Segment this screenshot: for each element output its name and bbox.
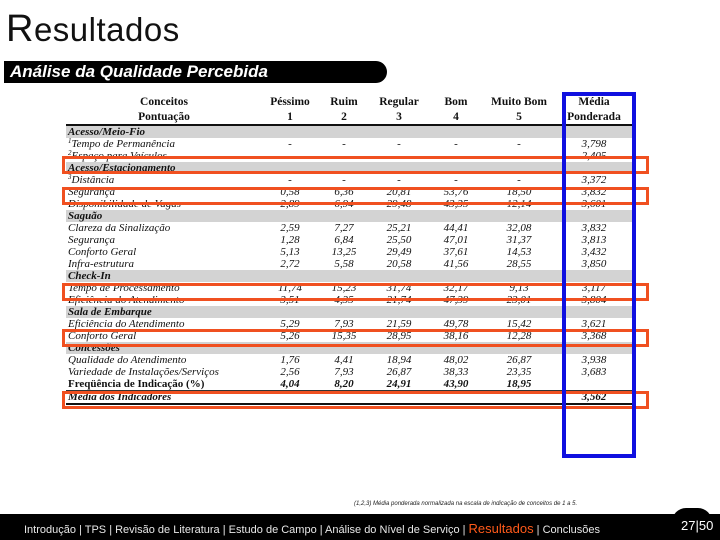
media-ponderada-highlight xyxy=(562,92,636,458)
cell-value: 49,78 xyxy=(443,318,469,330)
cell-value: 53,76 xyxy=(443,186,469,198)
cell-value: 23,35 xyxy=(506,366,532,378)
row-label-text: Média dos Indicadores xyxy=(68,391,172,403)
cell-value: - xyxy=(397,150,401,162)
cell-value: 18,95 xyxy=(506,378,532,390)
section-row xyxy=(66,306,634,318)
cell-value: 44,41 xyxy=(443,222,469,234)
cell-value: 41,56 xyxy=(443,258,469,270)
cell-value: 24,91 xyxy=(386,378,412,390)
row-label-text: Distância xyxy=(71,174,115,186)
col-header: Ruim xyxy=(330,95,358,108)
col-header: 1 xyxy=(262,109,318,125)
cell-value: 25,50 xyxy=(386,234,412,246)
cell-value: 6,36 xyxy=(334,186,354,198)
row-label-text: Eficiência do Atendimento xyxy=(68,294,185,306)
cell-value: 5,13 xyxy=(280,246,300,258)
cell-value: - xyxy=(288,138,292,150)
cell-value: 3,372 xyxy=(581,174,607,186)
row-label-text: Acesso/Meio-Fio xyxy=(68,126,145,138)
cell-value: 2,72 xyxy=(280,258,300,270)
cell-value: 18,94 xyxy=(386,354,412,366)
cell-value: - xyxy=(288,150,292,162)
table-row xyxy=(66,246,634,258)
cell-value: 18,50 xyxy=(506,186,532,198)
row-label xyxy=(66,174,262,186)
cell-value: - xyxy=(397,138,401,150)
cell-value: 32,08 xyxy=(506,222,532,234)
cell-value: 15,42 xyxy=(506,318,532,330)
row-label xyxy=(66,246,262,258)
row-label xyxy=(66,366,262,378)
row-label-text: Freqüência de Indicação (%) xyxy=(68,378,205,390)
cell-value: 0,58 xyxy=(280,186,300,198)
cell-value: 3,368 xyxy=(581,330,607,342)
cell-value: 31,37 xyxy=(506,234,532,246)
cell-value: 23,01 xyxy=(506,294,532,306)
cell-value: 3,601 xyxy=(581,198,607,210)
cell-value: 43,35 xyxy=(443,198,469,210)
cell-value: 31,74 xyxy=(386,282,412,294)
cell-value: - xyxy=(454,174,458,186)
cell-value: 8,20 xyxy=(334,378,354,390)
cell-value: 3,117 xyxy=(582,282,606,294)
cell-value: 2,56 xyxy=(280,366,300,378)
cell-value: 47,01 xyxy=(443,234,469,246)
row-label-text: Clareza da Sinalização xyxy=(68,222,171,234)
col-header: 3 xyxy=(370,109,428,125)
table-row xyxy=(66,366,634,378)
row-label-text: Qualidade do Atendimento xyxy=(68,354,187,366)
cell-value: 6,94 xyxy=(334,198,354,210)
cell-value: 6,84 xyxy=(334,234,354,246)
cell-value: 13,25 xyxy=(331,246,357,258)
table-header-row-2 xyxy=(66,109,634,125)
row-label xyxy=(66,258,262,270)
table-header-row-1 xyxy=(66,94,634,109)
cell-value: 1,28 xyxy=(280,234,300,246)
row-label-text: Infra-estrutura xyxy=(68,258,134,270)
row-label-text: Saguão xyxy=(68,210,103,222)
row-label xyxy=(66,125,634,138)
row-label-text: Espaço para Veículos xyxy=(71,150,167,162)
cell-value: 3,683 xyxy=(581,366,607,378)
cell-value: 2,59 xyxy=(280,222,300,234)
col-header: Ponderada xyxy=(554,109,634,125)
cell-value: 29,49 xyxy=(386,246,412,258)
table-row xyxy=(66,234,634,246)
row-label-text: Concessões xyxy=(68,342,120,354)
cell-value: 47,39 xyxy=(443,294,469,306)
section-row xyxy=(66,125,634,138)
cell-value: 3,850 xyxy=(581,258,607,270)
row-label-text: Segurança xyxy=(68,234,116,246)
table-row xyxy=(66,258,634,270)
cell-value: 3,832 xyxy=(581,186,607,198)
cell-value: - xyxy=(517,150,521,162)
row-label-text: Variedade de Instalações/Serviços xyxy=(68,366,219,378)
cell-value: 5,58 xyxy=(334,258,354,270)
col-header: Regular xyxy=(379,95,419,108)
row-label-text: Segurança xyxy=(68,186,116,198)
row-label-text: Acesso/Estacionamento xyxy=(68,162,176,174)
cell-value: - xyxy=(454,138,458,150)
cell-value: 32,17 xyxy=(443,282,469,294)
nav-active-section[interactable]: Resultados xyxy=(468,521,534,536)
cell-value: 4,35 xyxy=(334,294,354,306)
cell-value: 29,48 xyxy=(386,198,412,210)
cell-value: 28,95 xyxy=(386,330,412,342)
row-label xyxy=(66,270,634,282)
table-footnote: (1,2,3) Média ponderada normalizada na escala de indicação de conceitos de 1 a 5. xyxy=(354,501,578,507)
cell-value: 4,04 xyxy=(280,378,300,390)
cell-value: 3,813 xyxy=(581,234,607,246)
cell-value: 15,35 xyxy=(331,330,357,342)
highlight-conforto-embarque xyxy=(62,391,649,409)
cell-value: 3,832 xyxy=(581,222,607,234)
cell-value: 3,432 xyxy=(581,246,607,258)
cell-value: 25,21 xyxy=(386,222,412,234)
row-label xyxy=(66,234,262,246)
row-label-text: Eficiência do Atendimento xyxy=(68,318,185,330)
footnote-marker: 2 xyxy=(68,150,72,157)
highlight-tempo-processamento xyxy=(62,329,649,347)
col-header: Conceitos xyxy=(140,95,188,108)
cell-value: 11,74 xyxy=(278,282,302,294)
cell-value: 7,93 xyxy=(334,366,354,378)
table-row xyxy=(66,222,634,234)
col-header: Pontuação xyxy=(66,109,262,125)
row-label-text: Conforto Geral xyxy=(68,330,137,342)
row-label-text: Sala de Embarque xyxy=(68,306,152,318)
page-number: 27|50 xyxy=(681,518,714,533)
cell-value: 2,89 xyxy=(280,198,300,210)
slide-title: Resultados xyxy=(6,8,180,50)
col-header: 2 xyxy=(318,109,370,125)
row-label xyxy=(66,306,634,318)
cell-value: 4,41 xyxy=(334,354,354,366)
row-label-text: Tempo de Processamento xyxy=(68,282,180,294)
footnote-marker: 3 xyxy=(68,174,72,181)
cell-value: 7,27 xyxy=(334,222,354,234)
cell-value: - xyxy=(342,174,346,186)
cell-value: 3,621 xyxy=(581,318,607,330)
cell-value: 3,804 xyxy=(581,294,607,306)
row-label xyxy=(66,222,262,234)
cell-value: 37,61 xyxy=(443,246,469,258)
footer-nav xyxy=(24,521,600,536)
cell-value: - xyxy=(397,174,401,186)
results-table xyxy=(66,94,634,405)
cell-value: 15,23 xyxy=(331,282,357,294)
nav-sections-after[interactable]: | Conclusões xyxy=(533,524,601,536)
table-row xyxy=(66,354,634,366)
cell-value: 38,16 xyxy=(443,330,469,342)
row-label-text: Conforto Geral xyxy=(68,246,137,258)
footnote-marker: 1 xyxy=(68,138,72,145)
cell-value: 26,87 xyxy=(506,354,532,366)
cell-value: 21,59 xyxy=(386,318,412,330)
cell-value: 3,51 xyxy=(280,294,300,306)
cell-value: 1,76 xyxy=(280,354,300,366)
table-row xyxy=(66,138,634,150)
table-row xyxy=(66,174,634,186)
cell-value: - xyxy=(342,138,346,150)
cell-value: 12,14 xyxy=(506,198,532,210)
col-header: Bom xyxy=(444,95,468,108)
row-label xyxy=(66,354,262,366)
row-label xyxy=(66,378,262,391)
cell-value: 28,55 xyxy=(506,258,532,270)
cell-value: 3,562 xyxy=(554,391,634,405)
cell-value: 5,29 xyxy=(280,318,300,330)
section-row xyxy=(66,210,634,222)
highlight-distancia xyxy=(62,187,649,205)
cell-value: 20,58 xyxy=(386,258,412,270)
col-header: Muito Bom xyxy=(491,95,547,108)
cell-value: 14,53 xyxy=(506,246,532,258)
slide-subtitle: Análise da Qualidade Percebida xyxy=(10,62,268,81)
cell-value: - xyxy=(342,150,346,162)
row-label xyxy=(66,138,262,150)
highlight-espaco-veiculos xyxy=(62,156,649,174)
col-header: 4 xyxy=(428,109,484,125)
col-header: Péssimo xyxy=(270,95,310,108)
col-header: Média xyxy=(578,95,610,108)
cell-value: - xyxy=(517,138,521,150)
cell-value: 9,13 xyxy=(509,282,529,294)
row-label xyxy=(66,210,634,222)
table-row xyxy=(66,378,634,391)
row-label-text: Check-In xyxy=(68,270,111,282)
row-label-text: Tempo de Permanência xyxy=(71,138,175,150)
cell-value: 48,02 xyxy=(443,354,469,366)
cell-value: 38,33 xyxy=(443,366,469,378)
cell-value: 7,93 xyxy=(334,318,354,330)
row-label-text: Disponibilidade de Vagas xyxy=(68,198,182,210)
cell-value: 12,28 xyxy=(506,330,532,342)
cell-value: 20,81 xyxy=(386,186,412,198)
cell-value: - xyxy=(454,150,458,162)
cell-value: 43,90 xyxy=(443,378,469,390)
cell-value: - xyxy=(517,174,521,186)
highlight-conforto-saguao xyxy=(62,283,649,301)
nav-sections[interactable]: Introdução | TPS | Revisão de Literatura | Estudo de Campo | Análise do Nível de Serviço | xyxy=(24,524,469,536)
cell-value: 26,87 xyxy=(386,366,412,378)
cell-value: 3,798 xyxy=(581,138,607,150)
cell-value: - xyxy=(288,174,292,186)
cell-value: 5,26 xyxy=(280,330,300,342)
section-row xyxy=(66,270,634,282)
col-header: 5 xyxy=(484,109,554,125)
cell-value: 2,405 xyxy=(581,150,607,162)
cell-value: 21,74 xyxy=(386,294,412,306)
cell-value: 3,938 xyxy=(581,354,607,366)
